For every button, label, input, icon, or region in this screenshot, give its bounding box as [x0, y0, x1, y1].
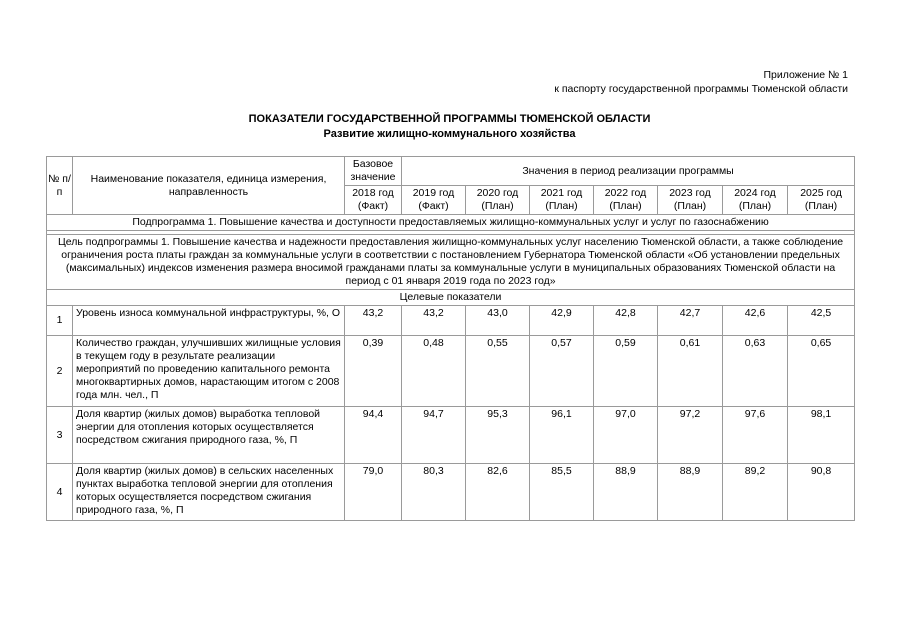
value-2019: 80,3 — [402, 464, 466, 521]
value-2021: 42,9 — [530, 306, 594, 336]
value-2020: 0,55 — [466, 336, 530, 407]
header-number: № п/п — [47, 157, 73, 215]
document-titles — [46, 112, 853, 142]
value-2022: 97,0 — [594, 407, 658, 464]
year-kind: (План) — [738, 200, 772, 212]
year-label: 2019 год — [412, 187, 455, 199]
row-number: 4 — [47, 464, 73, 521]
annex-line-1: Приложение № 1 — [763, 69, 848, 81]
header-year-2018 — [345, 186, 402, 215]
value-2025: 0,65 — [788, 336, 855, 407]
value-2021: 85,5 — [530, 464, 594, 521]
year-label: 2022 год — [604, 187, 647, 199]
header-base-value: Базовое значение — [345, 157, 402, 186]
annex-line-2: к паспорту государственной программы Тюменской области — [554, 83, 848, 95]
value-2025: 98,1 — [788, 407, 855, 464]
header-year-2021 — [530, 186, 594, 215]
header-indicator-name: Наименование показателя, единица измерения, направленность — [73, 157, 345, 215]
value-2022: 0,59 — [594, 336, 658, 407]
year-kind: (Факт) — [357, 200, 389, 212]
indicator-name: Доля квартир (жилых домов) выработка тепловой энергии для отопления которых осуществляется посредством сжигания природного газа, %, П — [73, 407, 345, 464]
row-number: 2 — [47, 336, 73, 407]
value-2025: 90,8 — [788, 464, 855, 521]
indicator-name: Доля квартир (жилых домов) в сельских населенных пунктах выработка тепловой энергии для отопления которых осуществляется посредством сжигания природного газа, %, П — [73, 464, 345, 521]
value-2019: 43,2 — [402, 306, 466, 336]
value-2025: 42,5 — [788, 306, 855, 336]
subprogram-goal: Цель подпрограммы 1. Повышение качества и надежности предоставления жилищно-коммунальных услуг населению Тюменской области, а также соблюдение ограничения роста платы граждан за коммунальные услуги в соответствии с постановлением Губернатора Тюменской области «Об установлении предельных (максимальных) индексов изменения размера вносимой гражданами платы за коммунальные услуги в муниципальных образованиях Тюменской области на период с 01 января 2019 года по 2023 год» — [47, 235, 855, 290]
indicator-name: Уровень износа коммунальной инфраструктуры, %, О — [73, 306, 345, 336]
value-2024: 42,6 — [723, 306, 788, 336]
value-2020: 82,6 — [466, 464, 530, 521]
table-row — [47, 306, 855, 336]
value-2022: 88,9 — [594, 464, 658, 521]
year-label: 2021 год — [540, 187, 583, 199]
value-2020: 95,3 — [466, 407, 530, 464]
value-2019: 94,7 — [402, 407, 466, 464]
header-year-2025 — [788, 186, 855, 215]
subprogram-row: Подпрограмма 1. Повышение качества и доступности предоставляемых жилищно-коммунальных услуг и услуг по газоснабжению — [47, 215, 855, 231]
header-year-2020 — [466, 186, 530, 215]
value-2018: 94,4 — [345, 407, 402, 464]
year-label: 2023 год — [669, 187, 711, 199]
value-2024: 89,2 — [723, 464, 788, 521]
header-year-2024 — [723, 186, 788, 215]
value-2023: 42,7 — [658, 306, 723, 336]
indicator-name: Количество граждан, улучшивших жилищные условия в текущем году в результате реализации мероприятий по проведению капитального ремонта многоквартирных домов, нарастающим итогом с 2008 года млн. чел., П — [73, 336, 345, 407]
year-kind: (Факт) — [418, 200, 449, 212]
value-2018: 43,2 — [345, 306, 402, 336]
row-number: 1 — [47, 306, 73, 336]
value-2023: 97,2 — [658, 407, 723, 464]
value-2023: 0,61 — [658, 336, 723, 407]
indicators-table — [46, 156, 855, 521]
table-row — [47, 464, 855, 521]
target-indicators-heading: Целевые показатели — [47, 290, 855, 306]
year-kind: (План) — [609, 200, 642, 212]
year-label: 2024 год — [734, 187, 776, 199]
value-2023: 88,9 — [658, 464, 723, 521]
header-year-2019 — [402, 186, 466, 215]
value-2020: 43,0 — [466, 306, 530, 336]
header-year-2023 — [658, 186, 723, 215]
value-2021: 0,57 — [530, 336, 594, 407]
document-title: ПОКАЗАТЕЛИ ГОСУДАРСТВЕННОЙ ПРОГРАММЫ ТЮМЕНСКОЙ ОБЛАСТИ — [248, 113, 651, 125]
table-row — [47, 336, 855, 407]
value-2024: 97,6 — [723, 407, 788, 464]
value-2019: 0,48 — [402, 336, 466, 407]
annex-note — [554, 68, 848, 96]
value-2018: 0,39 — [345, 336, 402, 407]
value-2018: 79,0 — [345, 464, 402, 521]
year-label: 2018 год — [352, 187, 394, 199]
year-kind: (План) — [804, 200, 838, 212]
header-period-values: Значения в период реализации программы — [402, 157, 855, 186]
value-2024: 0,63 — [723, 336, 788, 407]
row-number: 3 — [47, 407, 73, 464]
year-label: 2020 год — [476, 187, 519, 199]
table-row — [47, 407, 855, 464]
value-2022: 42,8 — [594, 306, 658, 336]
header-year-2022 — [594, 186, 658, 215]
year-kind: (План) — [481, 200, 514, 212]
year-kind: (План) — [545, 200, 578, 212]
year-kind: (План) — [673, 200, 707, 212]
document-subtitle: Развитие жилищно-коммунального хозяйства — [323, 128, 576, 140]
value-2021: 96,1 — [530, 407, 594, 464]
year-label: 2025 год — [800, 187, 842, 199]
